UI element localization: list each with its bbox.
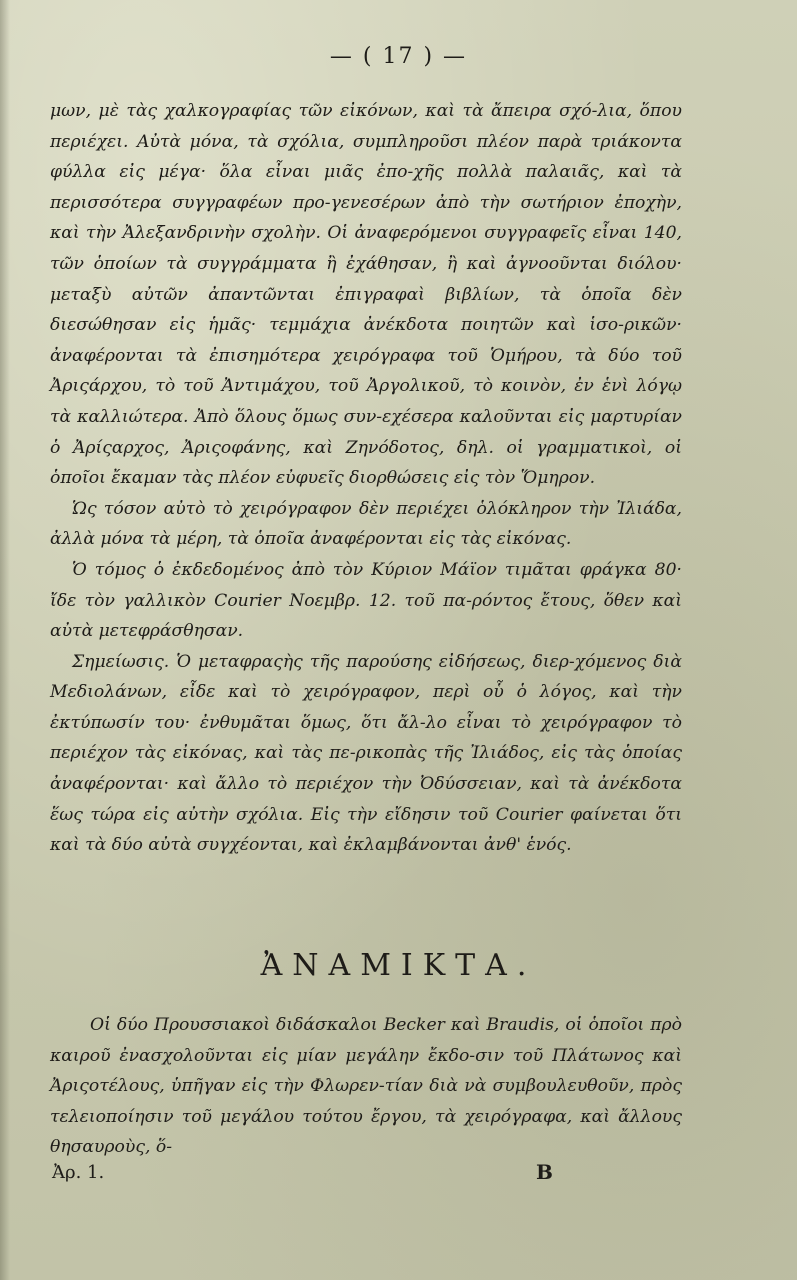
section-heading: ἈΝΑΜΙΚΤΑ. [260,948,537,983]
page-number: — ( 17 ) — [329,44,468,69]
signature-mark-right: B [536,1160,553,1184]
page-spine-shadow [0,0,10,1280]
main-text-block [50,96,682,861]
section-paragraph: Οἱ δύο Προυσσιακοὶ διδάσκαλοι Becker καὶ Braudis, οἱ ὁποῖοι πρὸ καιροῦ ἐνασχολοῦνται εἰς μίαν μεγάλην ἔκδο-σιν τοῦ Πλάτωνος καὶ Ἀριςοτέλους, ὑπῆγαν εἰς τὴν Φλωρεν-τίαν διὰ νὰ συμβουλευθοῦν, πρὸς τελειοποίησιν τοῦ μεγάλου τούτου ἔργου, τὰ χειρόγραφα, καὶ ἄλλους θησαυροὺς, ὅ- [50,1015,682,1158]
signature-mark-left: Ἀρ. 1. [52,1162,105,1183]
paragraph-volume-price: Ὁ τόμος ὁ ἐκδεδομένος ἀπὸ τὸν Κύριον Μάϊον τιμᾶται φράγκα 80· ἴδε τὸν γαλλικὸν Courier Νοεμβρ. 12. τοῦ πα-ρόντος ἔτους, ὅθεν καὶ αὐτὰ μετεφράσθησαν. [50,559,682,642]
paragraph-manuscript-description: μων, μὲ τὰς χαλκογραφίας τῶν εἰκόνων, καὶ τὰ ἄπειρα σχό-λια, ὅπου περιέχει. Αὐτὰ μόνα, τὰ σχόλια, συμπληροῦσι πλέον παρὰ τριάκοντα φύλλα εἰς μέγα· ὅλα εἶναι μιᾶς ἐπο-χῆς πολλὰ παλαιᾶς, καὶ τὰ περισσότερα συγγραφέων προ-γενεσέρων ἀπὸ τὴν σωτήριον ἐποχὴν, καὶ τὴν Ἀλεξανδρινὴν σχολὴν. Οἱ ἀναφερόμενοι συγγραφεῖς εἶναι 140, τῶν ὁποίων τὰ συγγράμματα ἢ ἐχάθησαν, ἢ καὶ ἀγνοοῦνται διόλου· μεταξὺ αὐτῶν ἀπαντῶνται ἐπιγραφαὶ βιβλίων, τὰ ὁποῖα δὲν διεσώθησαν εἰς ἡμᾶς· τεμμάχια ἀνέκδοτα ποιητῶν καὶ ἱσο-ρικῶν· ἀναφέρονται τὰ ἐπισημότερα χειρόγραφα τοῦ Ὁμήρου, τὰ δύο τοῦ Ἀριςάρχου, τὸ τοῦ Ἀντιμάχου, τοῦ Ἀργολικοῦ, τὸ κοινὸν, ἐν ἑνὶ λόγῳ τὰ καλλιώτερα. Ἀπὸ ὅλους ὅμως συν-εχέσερα καλοῦνται εἰς μαρτυρίαν ὁ Ἀρίςαρχος, Ἀριςοφάνης, καὶ Ζηνόδοτος, δηλ. οἱ γραμματικοὶ, οἱ ὁποῖοι ἔκαμαν τὰς πλέον εὐφυεῖς διορθώσεις εἰς τὸν Ὅμηρον. [50,101,682,489]
paragraph-translator-note: Σημείωσις. Ὁ μεταφραςὴς τῆς παρούσης εἰδήσεως, διερ-χόμενος διὰ Μεδιολάνων, εἶδε καὶ τὸ χειρόγραφον, περὶ οὗ ὁ λόγος, καὶ τὴν ἐκτύπωσίν του· ἐνθυμᾶται ὅμως, ὅτι ἄλ-λο εἶναι τὸ χειρόγραφον τὸ περιέχον τὰς εἰκόνας, καὶ τὰς πε-ρικοπὰς τῆς Ἰλιάδος, εἰς τὰς ὁποίας ἀναφέρονται· καὶ ἄλλο τὸ περιέχον τὴν Ὀδύσσειαν, καὶ τὰ ἀνέκδοτα ἕως τώρα εἰς αὐτὴν σχόλια. Εἰς τὴν εἴδησιν τοῦ Courier φαίνεται ὅτι καὶ τὰ δύο αὐτὰ συγχέονται, καὶ ἐκλαμβάνονται ἀνθ' ἑνός. [50,651,682,856]
paragraph-iliad-contents: Ὡς τόσον αὐτὸ τὸ χειρόγραφον δὲν περιέχει ὁλόκληρον τὴν Ἰλιάδα, ἀλλὰ μόνα τὰ μέρη, τὰ ὁποῖα ἀναφέρονται εἰς τὰς εἰκόνας. [50,498,682,550]
